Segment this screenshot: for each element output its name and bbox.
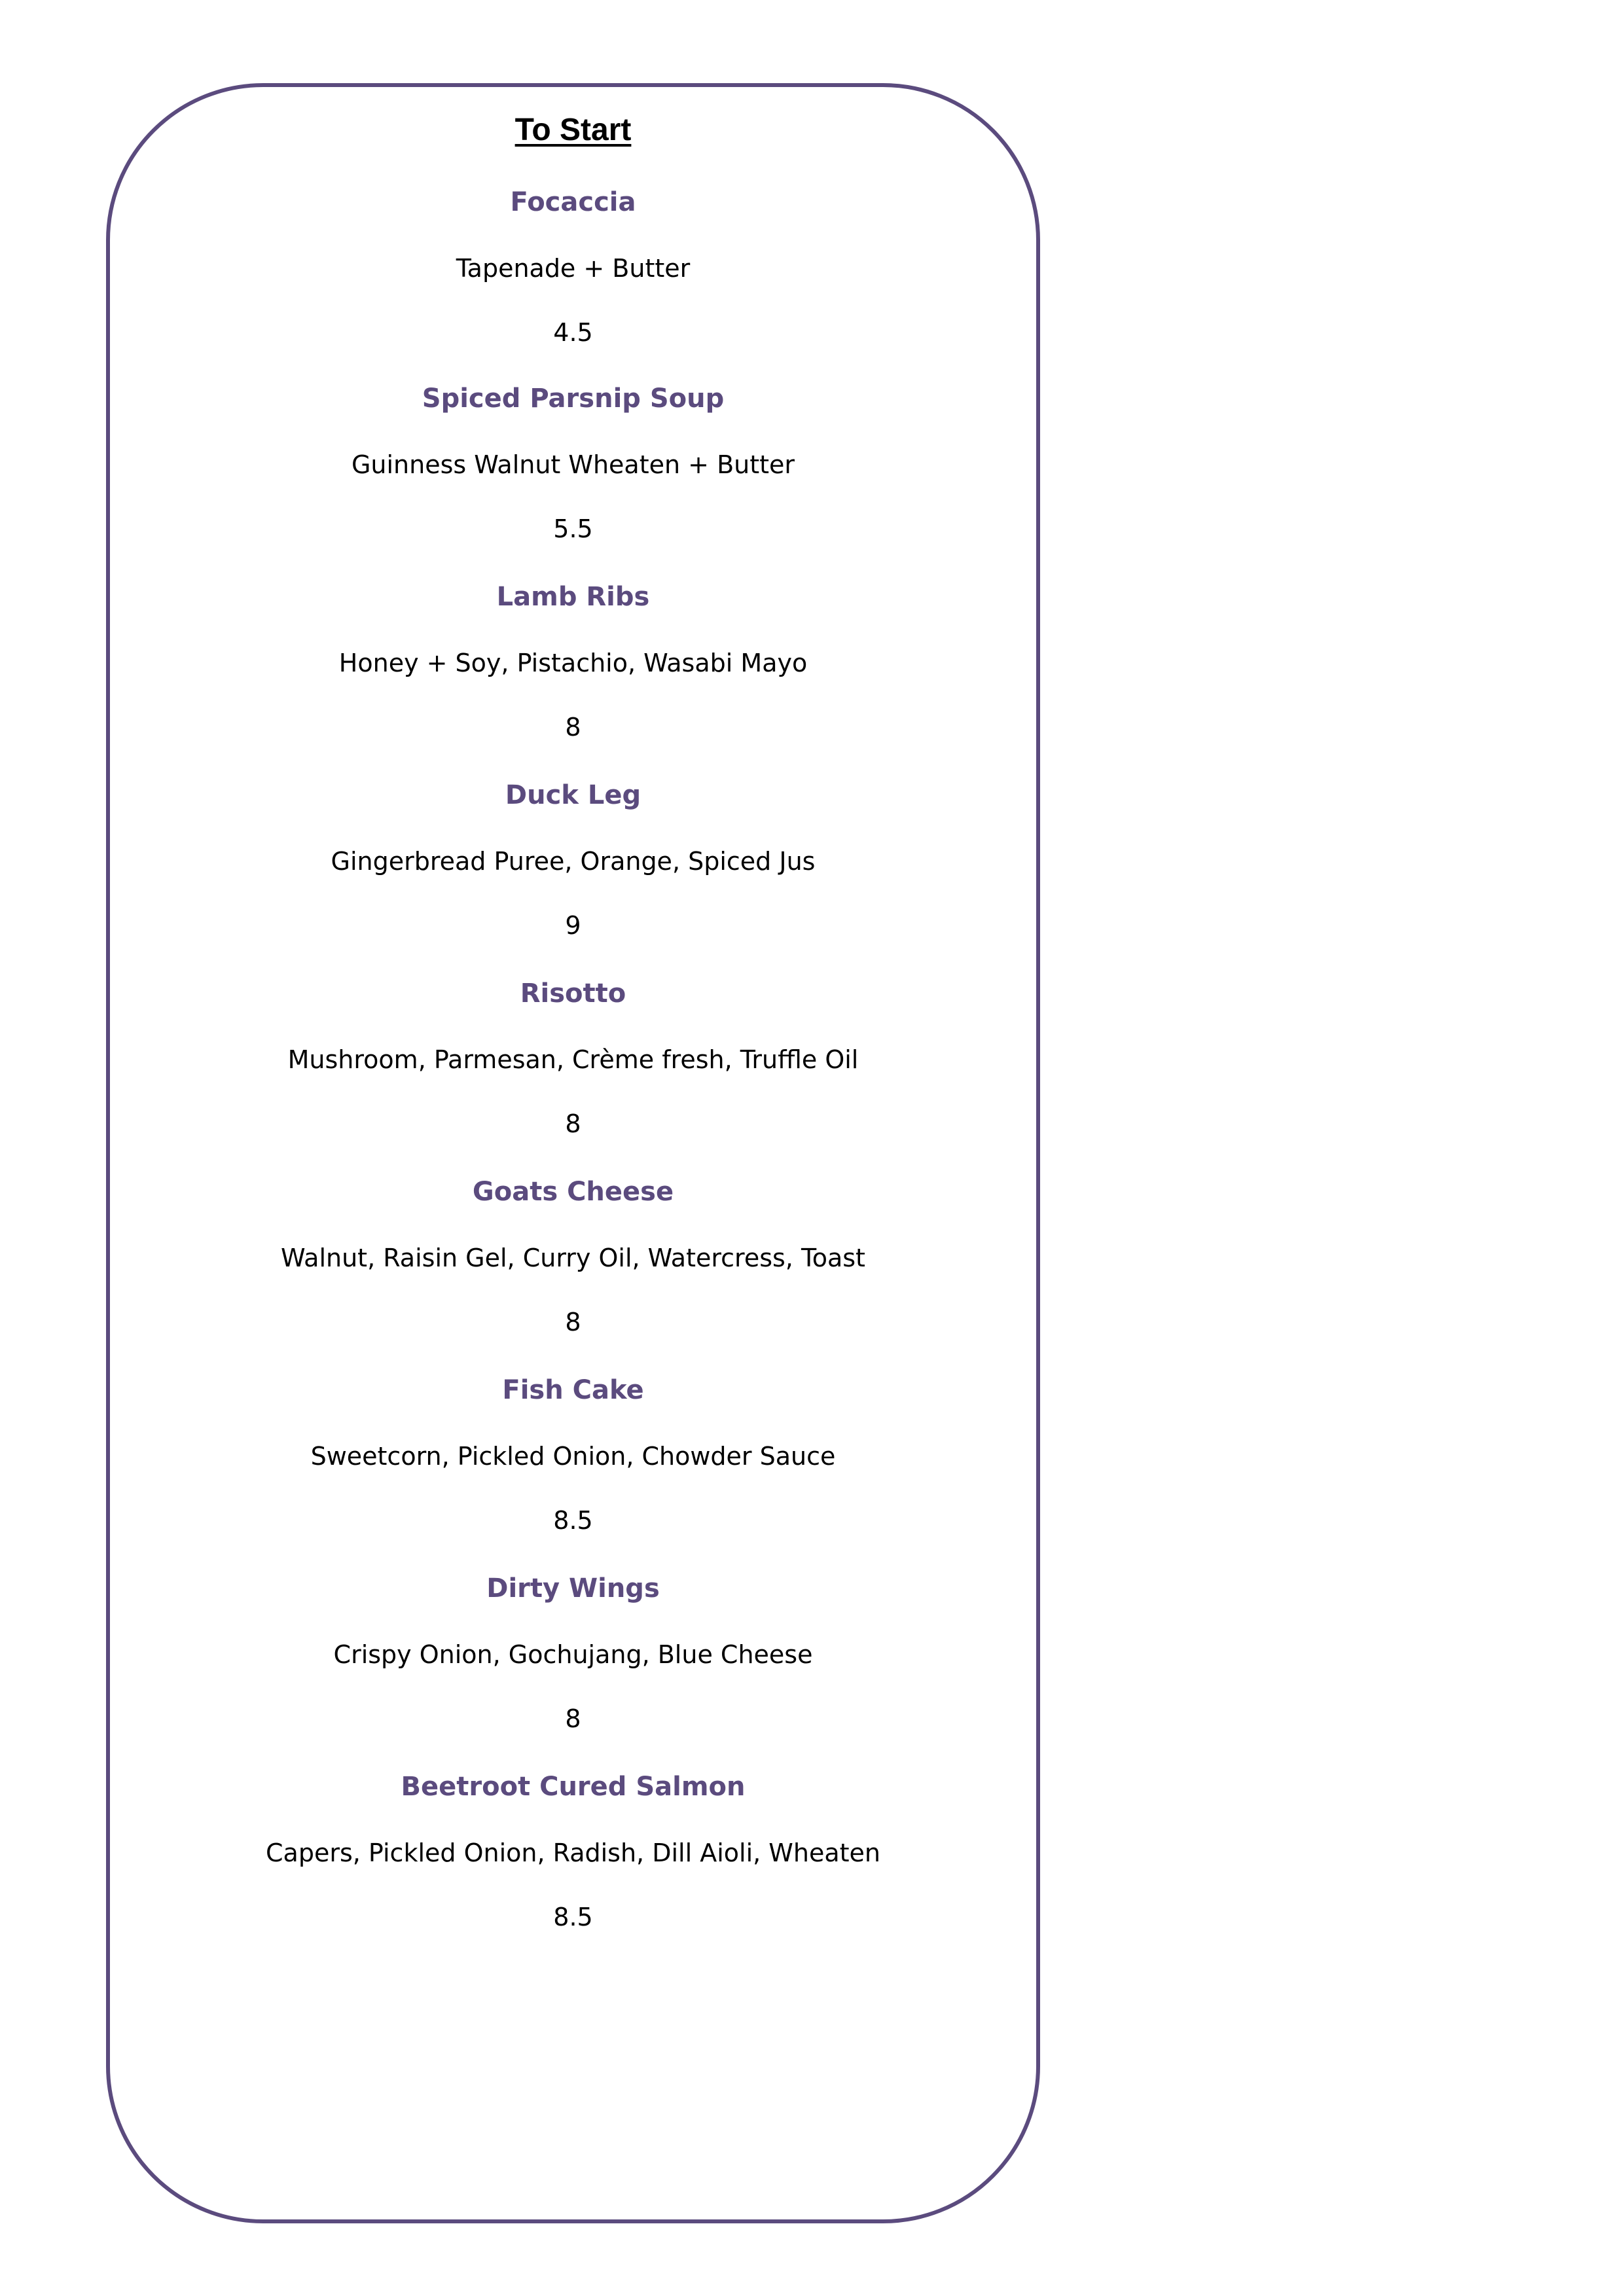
dish-name: Risotto — [520, 978, 626, 1009]
dish-price: 8 — [565, 713, 581, 742]
dish-description: Guinness Walnut Wheaten + Butter — [351, 450, 795, 479]
menu-item — [110, 1571, 1036, 1768]
menu-card — [106, 83, 1040, 2223]
dish-description: Mushroom, Parmesan, Crème fresh, Truffle Oil — [287, 1045, 859, 1074]
dish-description: Honey + Soy, Pistachio, Wasabi Mayo — [338, 649, 808, 677]
menu-item — [110, 1770, 1036, 1966]
dish-description: Capers, Pickled Onion, Radish, Dill Aioli, Wheaten — [266, 1839, 880, 1867]
menu-item — [110, 382, 1036, 578]
dish-price: 4.5 — [553, 318, 593, 347]
dish-price: 9 — [565, 911, 581, 940]
dish-price: 8.5 — [553, 1903, 593, 1931]
dish-name: Fish Cake — [502, 1375, 644, 1405]
dish-name: Dirty Wings — [486, 1573, 660, 1604]
dish-description: Tapenade + Butter — [456, 254, 691, 283]
dish-price: 8 — [565, 1704, 581, 1733]
menu-item — [110, 580, 1036, 776]
dish-name: Beetroot Cured Salmon — [401, 1772, 746, 1802]
dish-description: Sweetcorn, Pickled Onion, Chowder Sauce — [310, 1442, 836, 1471]
menu-item — [110, 778, 1036, 975]
section-title: To Start — [514, 113, 632, 147]
dish-name: Lamb Ribs — [496, 582, 650, 612]
dish-description: Crispy Onion, Gochujang, Blue Cheese — [333, 1640, 813, 1669]
dish-description: Gingerbread Puree, Orange, Spiced Jus — [331, 847, 816, 876]
dish-price: 8.5 — [553, 1506, 593, 1535]
dish-price: 8 — [565, 1109, 581, 1138]
dish-price: 8 — [565, 1308, 581, 1336]
menu-item — [110, 185, 1036, 382]
dish-description: Walnut, Raisin Gel, Curry Oil, Watercress, Toast — [281, 1244, 865, 1272]
menu-item — [110, 977, 1036, 1173]
dish-name: Goats Cheese — [472, 1177, 674, 1207]
dish-name: Focaccia — [510, 187, 636, 217]
menu-item — [110, 1373, 1036, 1570]
dish-name: Spiced Parsnip Soup — [422, 384, 725, 414]
dish-name: Duck Leg — [505, 780, 641, 810]
dish-price: 5.5 — [553, 514, 593, 543]
menu-item — [110, 1175, 1036, 1371]
